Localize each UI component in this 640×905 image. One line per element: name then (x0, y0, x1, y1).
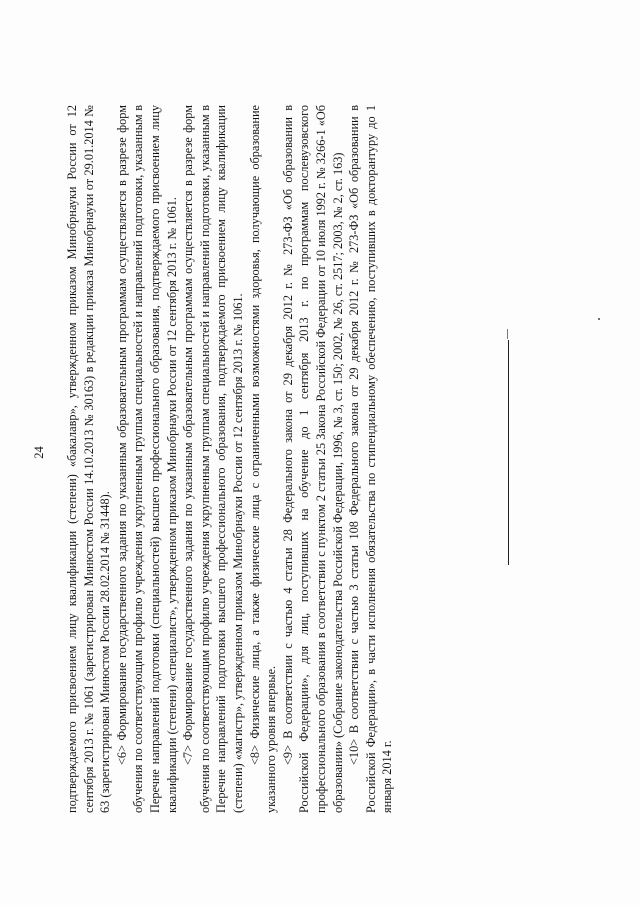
scan-speck (598, 318, 600, 320)
footnote-divider-tail (507, 329, 508, 339)
footnote-10: <10> В соответствии с частью 3 статьи 108 Федерального закона от 29 декабря 2012 г. № 273-ФЗ «Об образовании в Российской Федерации», в части исполнения обязательства по стипендиальному обеспечению, поступивших в докторантуру до 1 января 2014 г. (347, 105, 395, 813)
footnote-6: <6> Формирование государственного задания по указанным образовательным программам осуществляется в разрезе форм обучения по соответствующим профилю учреждения укрупненным группам специальностей и направлений подготовки, указанным в Перечне направлений подготовки (специальностей) высшего профессионального образования, подтверждаемого присвоением лицу квалификации (степени) «специалист», утвержденном приказом Минобрнауки России от 12 сентября 2013 г. № 1061. (114, 105, 179, 813)
footnote-7: <7> Формирование государственного задания по указанным образовательным программам осуществляется в разрезе форм обучения по соответствующим профилю учреждения укрупненным группам специальностей и направлений подготовки, указанным в Перечне направлений подготовки высшего профессионального образования, подтверждаемого присвоением лицу квалификации (степени) «магистр», утвержденном приказом Минобрнауки России от 12 сентября 2013 г. № 1061. (181, 105, 245, 813)
footnote-8: <8> Физические лица, а также физические лица с ограниченными возможностями здоровья, получающие образование указанного уровня впервые. (247, 105, 279, 813)
footnote-9: <9> В соответствии с частью 4 статьи 28 Федерального закона от 29 декабря 2012 г. № 273-ФЗ «Об образовании в Российской Федерации», для лиц, поступивших на обучение до 1 сентября 2013 г. по программам послевузовского профессионального образования в соответствии с пунктом 2 статьи 25 Закона Российской Федерации от 10 июля 1992 г. № 3266-1 «Об образовании» (Собрание законодательства Российской Федерации, 1996, № 3, ст. 150; 2002, № 26, ст. 2517; 2003, № 2, ст. 163) (280, 105, 345, 813)
footnote-divider-line (508, 340, 509, 565)
paragraph-continuation: подтверждаемого присвоением лицу квалификации (степени) «бакалавр», утвержденном приказом Минобрнауки России от 12 сентября 2013 г. № 1061 (зарегистрирован Минюстом России 14.10.2013 № 30163) в редакции приказа Минобрнауки от 29.01.2014 № 63 (зарегистрирован Минюстом России 28.02.2014 № 31448). (65, 105, 113, 813)
page-number: 24 (32, 446, 46, 459)
footnotes-text (64, 105, 396, 813)
